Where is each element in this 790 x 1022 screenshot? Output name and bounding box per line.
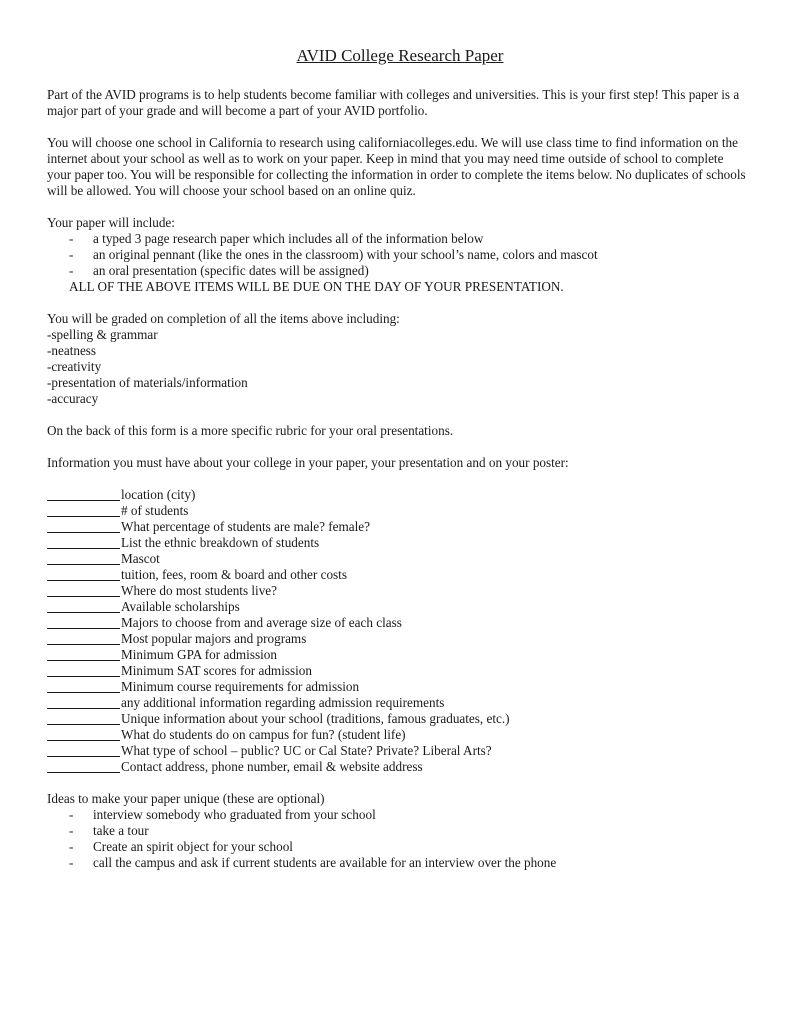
intro-paragraph: Part of the AVID programs is to help students become familiar with colleges and universities. This is your first step! This paper is a major part of your grade and will become a part of your AVID portfolio. — [47, 87, 740, 118]
checklist-row: What do students do on campus for fun? (student life) — [47, 727, 747, 743]
due-note: ALL OF THE ABOVE ITEMS WILL BE DUE ON THE DAY OF YOUR PRESENTATION. — [69, 279, 564, 294]
choose-school-paragraph: You will choose one school in California to research using californiacolleges.edu. We will use class time to find information on the internet about your school as well as to work on your paper. Keep in mind that you may need time outside of school to complete your paper too. You will be responsible for collecting the information in order to complete the items below. No duplicates of schools will be allowed. You will choose your school based on an online quiz. — [47, 135, 746, 198]
blank-line[interactable] — [47, 695, 120, 709]
checklist-row: Minimum GPA for admission — [47, 647, 747, 663]
blank-line[interactable] — [47, 551, 120, 565]
blank-line[interactable] — [47, 743, 120, 757]
ideas-list — [47, 807, 747, 871]
blank-line[interactable] — [47, 727, 120, 741]
bullet-dash-icon: - — [69, 247, 74, 262]
checklist-row: Minimum SAT scores for admission — [47, 663, 747, 679]
list-item: - call the campus and ask if current students are available for an interview over the phone — [69, 855, 557, 870]
blank-line[interactable] — [47, 711, 120, 725]
include-section — [47, 215, 747, 295]
list-item: - interview somebody who graduated from your school — [69, 807, 376, 822]
blank-line[interactable] — [47, 647, 120, 661]
checklist-row: What type of school – public? UC or Cal State? Private? Liberal Arts? — [47, 743, 747, 759]
list-item: - Create an spirit object for your school — [69, 839, 293, 854]
bullet-dash-icon: - — [69, 807, 74, 822]
checklist-row: tuition, fees, room & board and other costs — [47, 567, 747, 583]
checklist-row: Majors to choose from and average size of each class — [47, 615, 747, 631]
ideas-heading: Ideas to make your paper unique (these are optional) — [47, 791, 325, 806]
bullet-dash-icon: - — [69, 823, 74, 838]
include-heading: Your paper will include: — [47, 215, 175, 230]
blank-line[interactable] — [47, 631, 120, 645]
list-item: -presentation of materials/information — [47, 375, 248, 390]
checklist-row: Mascot — [47, 551, 747, 567]
checklist-row: List the ethnic breakdown of students — [47, 535, 747, 551]
grading-heading: You will be graded on completion of all the items above including: — [47, 311, 400, 326]
checklist-row: Where do most students live? — [47, 583, 747, 599]
list-item: -accuracy — [47, 391, 99, 406]
blank-line[interactable] — [47, 487, 120, 501]
list-item: -creativity — [47, 359, 102, 374]
checklist-row: What percentage of students are male? female? — [47, 519, 747, 535]
grading-section — [47, 311, 747, 407]
ideas-section — [47, 791, 747, 871]
include-list — [47, 231, 747, 279]
blank-line[interactable] — [47, 583, 120, 597]
checklist-row: location (city) — [47, 487, 747, 503]
list-item: - take a tour — [69, 823, 149, 838]
rubric-note: On the back of this form is a more specific rubric for your oral presentations. — [47, 423, 454, 438]
bullet-dash-icon: - — [69, 855, 74, 870]
bullet-dash-icon: - — [69, 839, 74, 854]
checklist-row: any additional information regarding admission requirements — [47, 695, 747, 711]
checklist-row: # of students — [47, 503, 747, 519]
info-heading: Information you must have about your college in your paper, your presentation and on your poster: — [47, 455, 569, 470]
grading-list — [47, 327, 747, 407]
document-title: AVID College Research Paper — [296, 46, 504, 65]
checklist-row: Available scholarships — [47, 599, 747, 615]
blank-line[interactable] — [47, 679, 120, 693]
bullet-dash-icon: - — [69, 231, 74, 246]
blank-line[interactable] — [47, 599, 120, 613]
blank-line[interactable] — [47, 759, 120, 773]
blank-line[interactable] — [47, 663, 120, 677]
list-item: - an oral presentation (specific dates will be assigned) — [69, 263, 369, 278]
checklist-row: Minimum course requirements for admission — [47, 679, 747, 695]
blank-line[interactable] — [47, 615, 120, 629]
blank-line[interactable] — [47, 567, 120, 581]
list-item: - an original pennant (like the ones in the classroom) with your school’s name, colors and mascot — [69, 247, 598, 262]
list-item: -spelling & grammar — [47, 327, 158, 342]
checklist-row: Unique information about your school (traditions, famous graduates, etc.) — [47, 711, 747, 727]
bullet-dash-icon: - — [69, 263, 74, 278]
blank-line[interactable] — [47, 519, 120, 533]
blank-line[interactable] — [47, 535, 120, 549]
document-page — [47, 46, 747, 887]
info-checklist — [47, 487, 747, 775]
list-item: - a typed 3 page research paper which includes all of the information below — [69, 231, 484, 246]
checklist-row: Most popular majors and programs — [47, 631, 747, 647]
blank-line[interactable] — [47, 503, 120, 517]
list-item: -neatness — [47, 343, 97, 358]
checklist-row: Contact address, phone number, email & website address — [47, 759, 747, 775]
